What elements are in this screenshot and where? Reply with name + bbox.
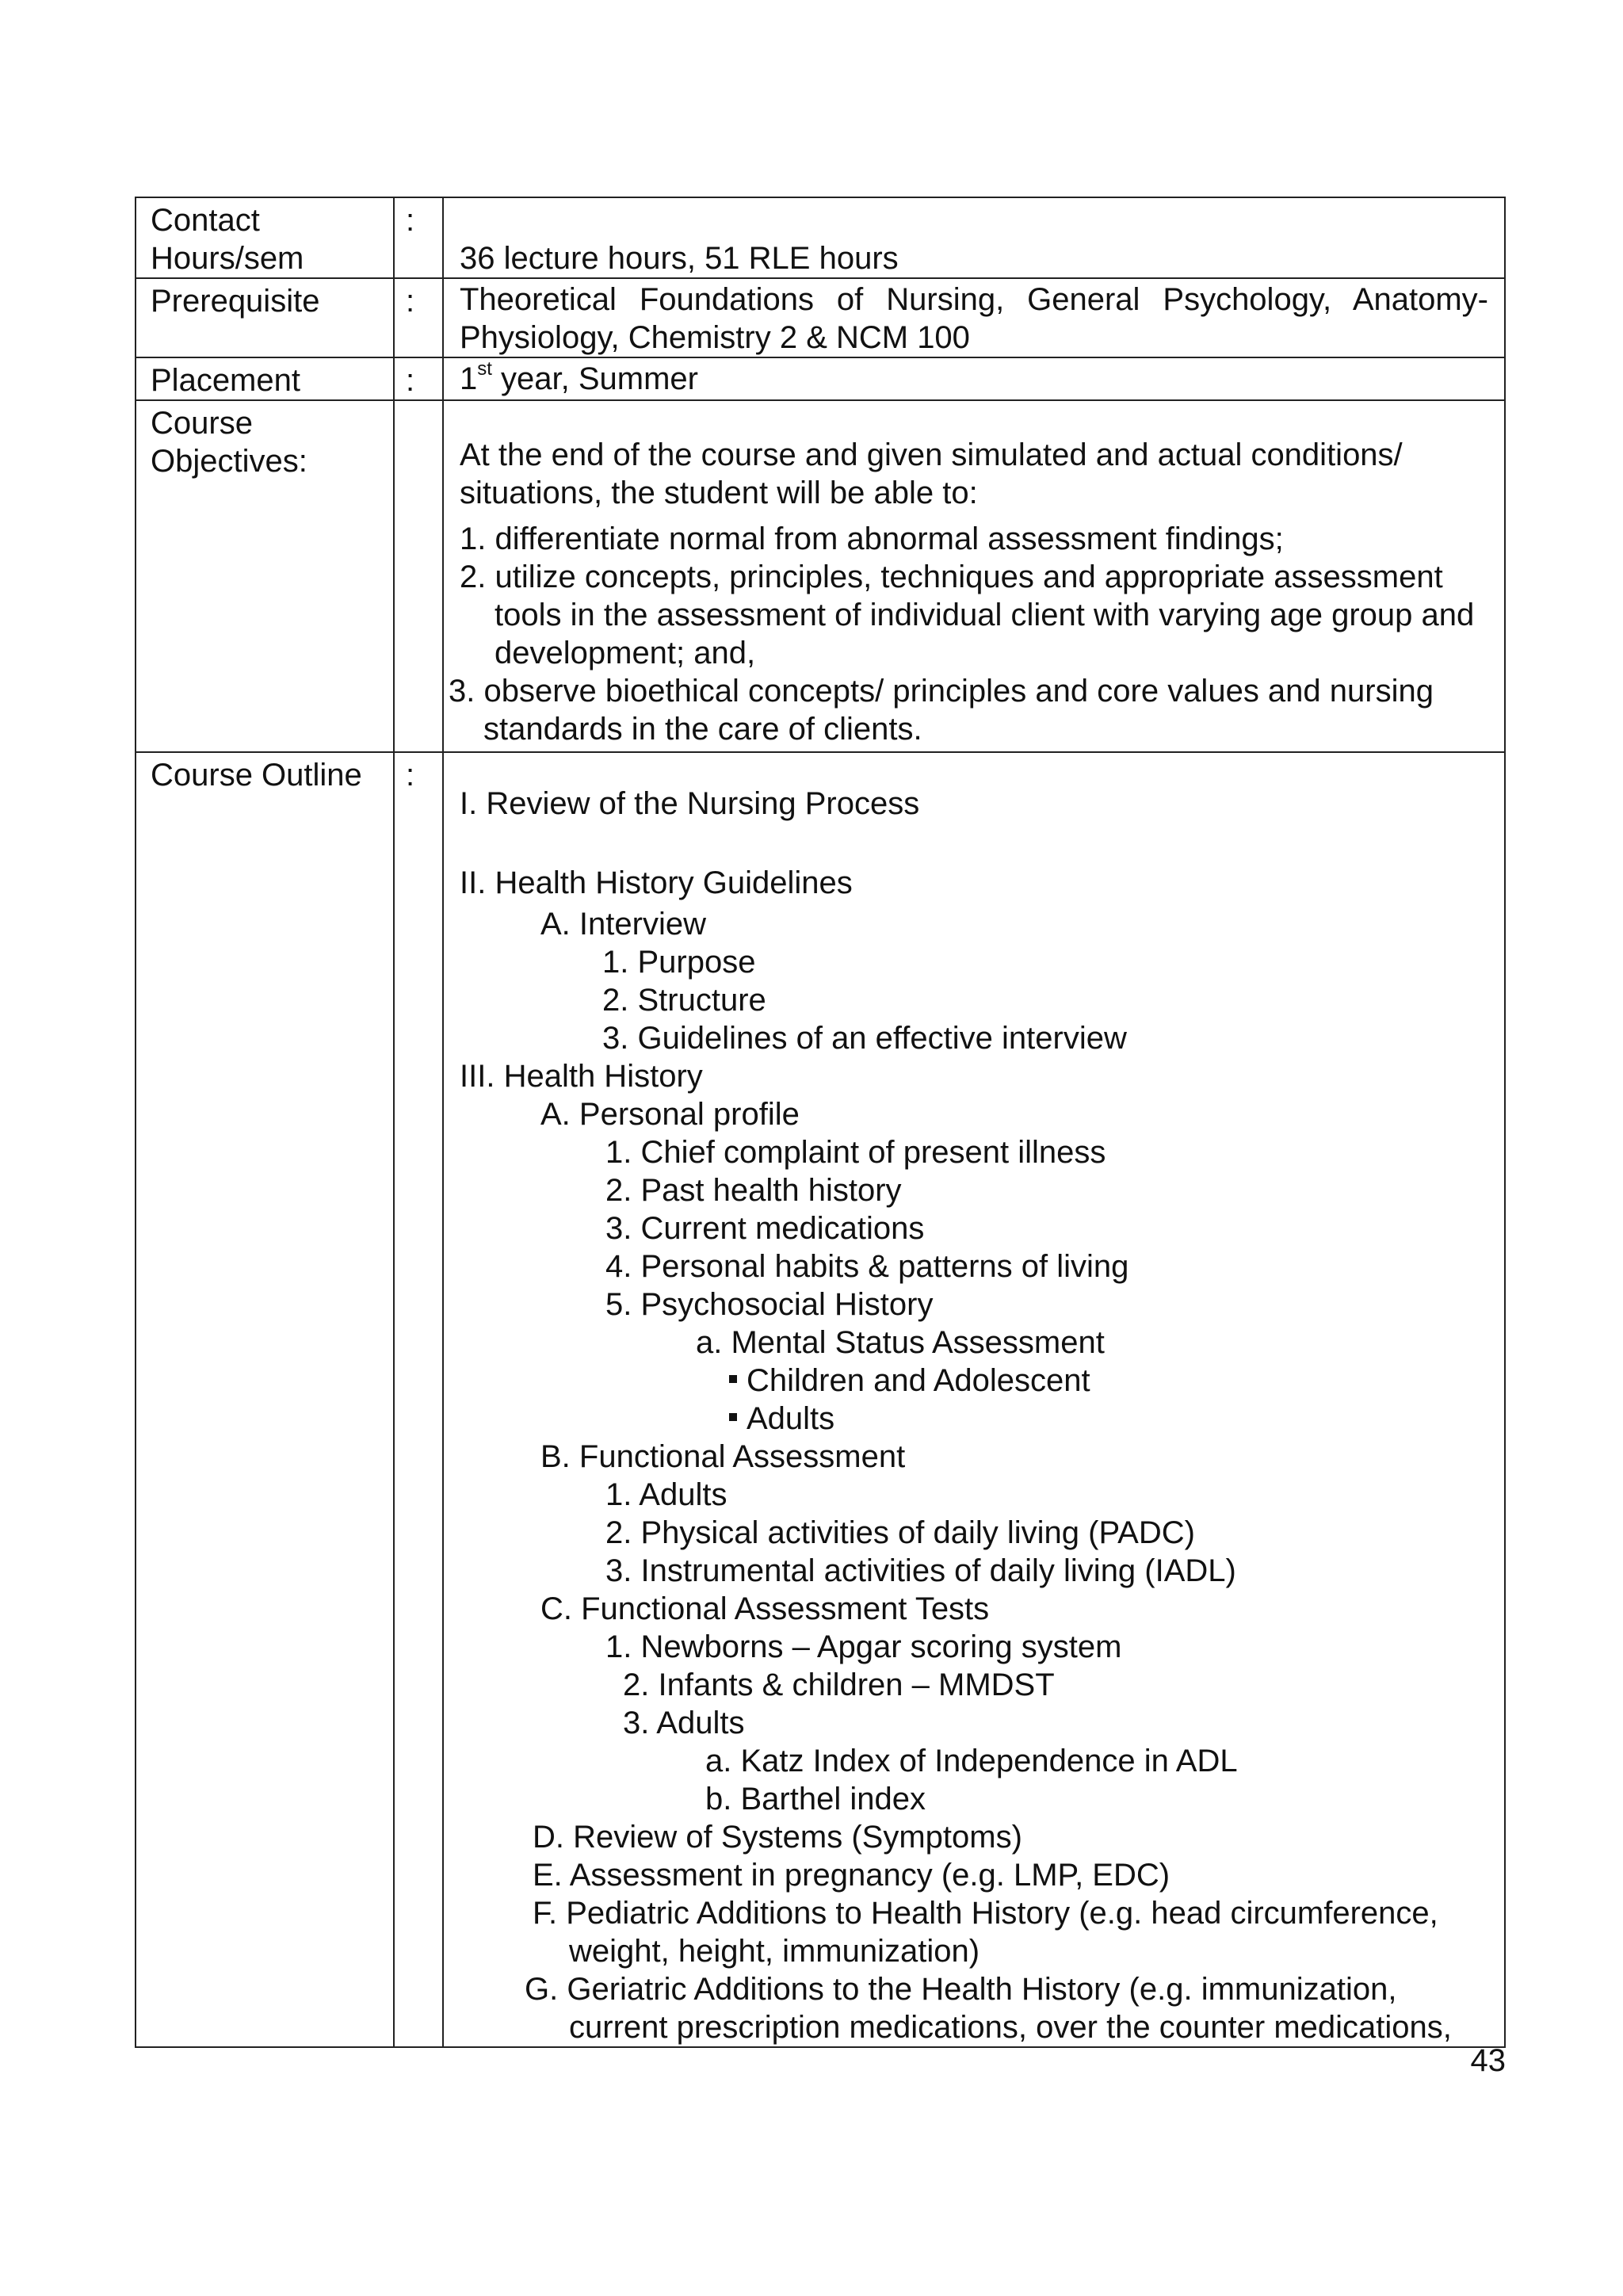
course-objectives-colon [394, 400, 443, 752]
objective-item: 3. observe bioethical concepts/ principles and core values and nursing standards in the care of clients. [449, 674, 1434, 747]
placement-year-number: 1 [460, 361, 478, 396]
outline-item: 1. Chief complaint of present illness [605, 1135, 1106, 1170]
contact-hours-row [136, 197, 1505, 278]
outline-bullet-text: Adults [747, 1401, 835, 1436]
outline-item: 3. Adults [623, 1706, 745, 1740]
outline-item: 1. Newborns – Apgar scoring system [605, 1629, 1122, 1664]
outline-item: G. Geriatric Additions to the Health History (e.g. immunization, [525, 1972, 1397, 2007]
square-bullet-icon [729, 1413, 737, 1421]
contact-hours-colon: : [394, 197, 443, 278]
outline-item: 2. Physical activities of daily living (PADC) [605, 1515, 1195, 1550]
placement-label: Placement [136, 357, 394, 400]
objectives-intro: At the end of the course and given simulated and actual conditions/ situations, the student will be able to: [460, 437, 1403, 510]
course-outline-list [460, 753, 1488, 2046]
course-info-table [135, 197, 1506, 2048]
outline-item: A. Interview [540, 907, 706, 942]
outline-item: 1. Purpose [602, 945, 756, 980]
outline-item: E. Assessment in pregnancy (e.g. LMP, EDC) [533, 1858, 1170, 1893]
outline-item: I. Review of the Nursing Process [460, 786, 920, 821]
objectives-list [449, 520, 1488, 751]
objective-item: 2. utilize concepts, principles, techniques and appropriate assessment tools in the assessment of individual client with varying age group and development; and, [460, 560, 1475, 670]
course-outline-row [136, 752, 1505, 2047]
outline-item: III. Health History [460, 1059, 703, 1094]
outline-item: 4. Personal habits & patterns of living [605, 1249, 1129, 1284]
prerequisite-value: Theoretical Foundations of Nursing, General Psychology, Anatomy-Physiology, Chemistry 2 & NCM 100 [460, 282, 1488, 355]
outline-item: b. Barthel index [705, 1782, 926, 1817]
outline-bullet-item [460, 1362, 1488, 1400]
placement-year-suffix: st [477, 357, 492, 380]
outline-bullet-text: Children and Adolescent [747, 1363, 1090, 1398]
outline-item: F. Pediatric Additions to Health History (e.g. head circumference, [533, 1896, 1438, 1931]
placement-value [460, 358, 1488, 398]
outline-item: D. Review of Systems (Symptoms) [533, 1820, 1022, 1855]
outline-item: 2. Past health history [605, 1173, 902, 1208]
square-bullet-icon [729, 1375, 737, 1383]
prerequisite-colon: : [394, 278, 443, 357]
prerequisite-row [136, 278, 1505, 357]
contact-hours-value: 36 lecture hours, 51 RLE hours [460, 241, 899, 276]
course-outline-label: Course Outline [136, 752, 394, 2047]
outline-bullet-item [460, 1400, 1488, 1438]
outline-item-continuation: weight, height, immunization) [569, 1934, 980, 1969]
objective-item: 1. differentiate normal from abnormal assessment findings; [460, 521, 1284, 556]
outline-item-continuation: current prescription medications, over the counter medications, [569, 2010, 1452, 2045]
outline-item: 5. Psychosocial History [605, 1287, 934, 1322]
outline-item: 1. Adults [605, 1477, 727, 1512]
outline-item: 3. Guidelines of an effective interview [602, 1021, 1127, 1056]
outline-item: a. Mental Status Assessment [696, 1325, 1105, 1360]
outline-item: B. Functional Assessment [540, 1439, 906, 1474]
placement-year-rest: year, Summer [491, 361, 698, 396]
outline-item: a. Katz Index of Independence in ADL [705, 1744, 1238, 1778]
outline-item: 2. Structure [602, 983, 766, 1018]
placement-row [136, 357, 1505, 400]
outline-item: A. Personal profile [540, 1097, 800, 1132]
placement-colon: : [394, 357, 443, 400]
outline-item: 2. Infants & children – MMDST [623, 1668, 1055, 1702]
course-objectives-row [136, 400, 1505, 752]
outline-item: 3. Instrumental activities of daily living (IADL) [605, 1553, 1236, 1588]
page-number: 43 [1470, 2043, 1506, 2078]
course-objectives-label: Course Objectives: [136, 400, 394, 752]
outline-item: II. Health History Guidelines [460, 865, 853, 900]
course-outline-colon: : [394, 752, 443, 2047]
contact-hours-label: Contact Hours/sem [136, 197, 394, 278]
outline-item: 3. Current medications [605, 1211, 925, 1246]
outline-item: C. Functional Assessment Tests [540, 1591, 990, 1626]
prerequisite-label: Prerequisite [136, 278, 394, 357]
